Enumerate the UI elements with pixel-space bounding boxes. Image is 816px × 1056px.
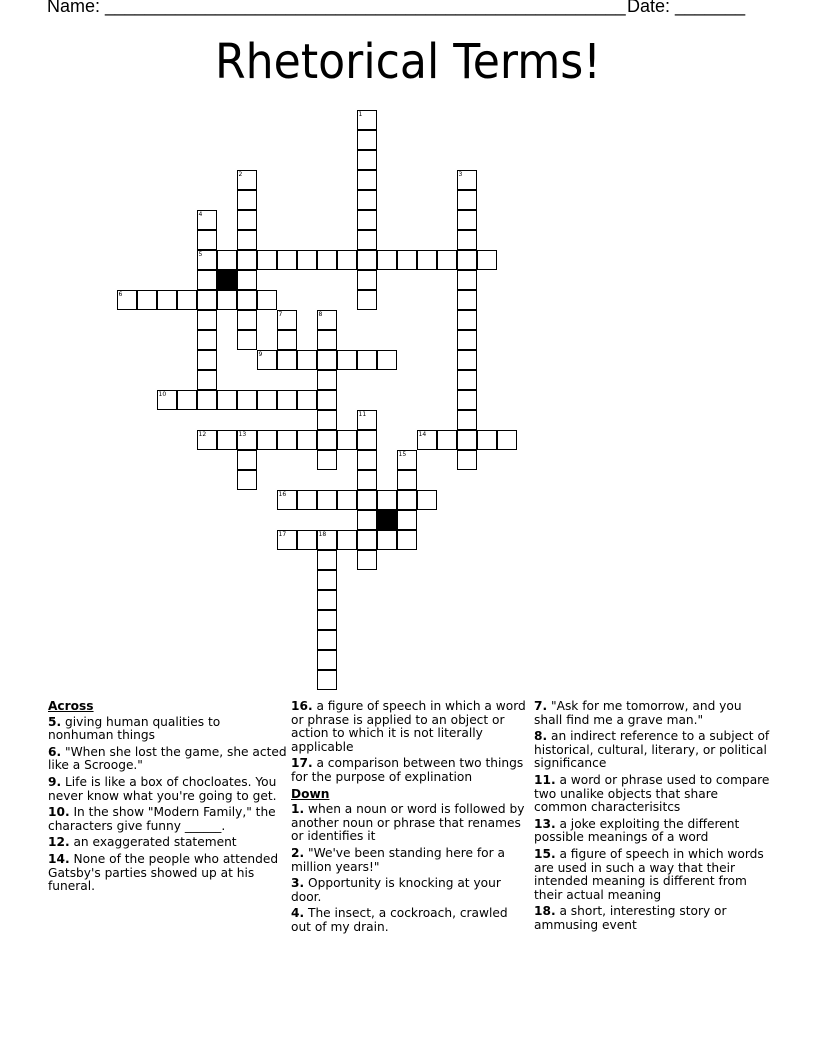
clue-text: Opportunity is knocking at your door. <box>291 876 501 904</box>
clue-text: None of the people who attended Gatsby's parties showed up at his funeral. <box>48 851 279 894</box>
across-heading: Across <box>48 699 94 713</box>
grid-cell[interactable] <box>397 250 417 270</box>
grid-cell[interactable] <box>177 290 197 310</box>
header-line <box>47 0 746 17</box>
clue-number: 14. <box>48 851 70 866</box>
clue-number-label: 16 <box>278 490 287 498</box>
down-heading: Down <box>291 786 330 801</box>
grid-cell[interactable] <box>317 310 337 330</box>
clue-text: an exaggerated statement <box>69 835 237 850</box>
grid-cell[interactable] <box>277 530 297 550</box>
grid-cell[interactable] <box>317 630 337 650</box>
grid-cell[interactable] <box>357 250 377 270</box>
grid-cell[interactable] <box>117 290 137 310</box>
grid-cell[interactable] <box>457 190 477 210</box>
grid-cell[interactable] <box>317 490 337 510</box>
clue-across <box>48 853 288 894</box>
grid-cell[interactable] <box>277 490 297 510</box>
clue-text: "Ask for me tomorrow, and you shall find me a grave man." <box>534 699 742 727</box>
black-square <box>377 510 397 530</box>
grid-cell[interactable] <box>237 250 257 270</box>
grid-cell[interactable] <box>197 350 217 370</box>
grid-cell[interactable] <box>197 250 217 270</box>
clue-across <box>48 836 288 850</box>
grid-cell[interactable] <box>137 290 157 310</box>
clue-number: 13. <box>534 816 556 831</box>
grid-cell[interactable] <box>277 330 297 350</box>
grid-cell[interactable] <box>397 530 417 550</box>
grid-cell[interactable] <box>197 210 217 230</box>
grid-cell[interactable] <box>317 410 337 430</box>
grid-cell[interactable] <box>237 270 257 290</box>
clue-down <box>534 730 770 771</box>
grid-cell[interactable] <box>457 210 477 230</box>
grid-cell[interactable] <box>317 250 337 270</box>
grid-cell[interactable] <box>317 530 337 550</box>
grid-cell[interactable] <box>457 450 477 470</box>
clue-across <box>48 806 288 833</box>
grid-cell[interactable] <box>357 230 377 250</box>
grid-cell[interactable] <box>337 530 357 550</box>
grid-cell[interactable] <box>457 170 477 190</box>
grid-cell[interactable] <box>457 270 477 290</box>
clue-text: when a noun or word is followed by another noun or phrase that renames or identifies it <box>291 802 525 844</box>
clue-number-label: 2 <box>238 170 243 178</box>
grid-cell[interactable] <box>457 310 477 330</box>
grid-cell[interactable] <box>297 490 317 510</box>
grid-cell[interactable] <box>337 430 357 450</box>
clue-number: 8. <box>534 729 548 744</box>
clue-number-label: 1 <box>358 110 363 118</box>
grid-cell[interactable] <box>157 390 177 410</box>
clue-text: In the show "Modern Family," the characters give funny ______. <box>48 805 276 833</box>
clue-text: a comparison between two things for the purpose of explination <box>291 756 524 784</box>
grid-cell[interactable] <box>277 390 297 410</box>
clue-number-label: 14 <box>418 430 427 438</box>
grid-cell[interactable] <box>277 350 297 370</box>
clue-number-label: 9 <box>258 350 263 358</box>
clue-number: 10. <box>48 805 70 820</box>
clue-text: a joke exploiting the different possible meanings of a word <box>534 816 740 845</box>
grid-cell[interactable] <box>217 390 237 410</box>
grid-cell[interactable] <box>357 210 377 230</box>
grid-cell[interactable] <box>197 430 217 450</box>
grid-cell[interactable] <box>217 250 237 270</box>
grid-cell[interactable] <box>457 330 477 350</box>
grid-cell[interactable] <box>237 390 257 410</box>
grid-cell[interactable] <box>357 170 377 190</box>
grid-cell[interactable] <box>257 250 277 270</box>
clue-text: "When she lost the game, she acted like a Scrooge." <box>48 744 287 773</box>
grid-cell[interactable] <box>237 330 257 350</box>
grid-cell[interactable] <box>397 470 417 490</box>
clue-down <box>291 803 527 844</box>
grid-cell[interactable] <box>257 430 277 450</box>
grid-cell[interactable] <box>337 250 357 270</box>
grid-cell[interactable] <box>357 410 377 430</box>
grid-cell[interactable] <box>357 450 377 470</box>
grid-cell[interactable] <box>357 110 377 130</box>
grid-cell[interactable] <box>317 610 337 630</box>
clue-number-label: 13 <box>238 430 247 438</box>
grid-cell[interactable] <box>297 350 317 370</box>
clue-number: 1. <box>291 802 305 817</box>
grid-cell[interactable] <box>257 290 277 310</box>
clue-number: 12. <box>48 835 70 850</box>
grid-cell[interactable] <box>157 290 177 310</box>
grid-cell[interactable] <box>357 130 377 150</box>
grid-cell[interactable] <box>377 530 397 550</box>
grid-cell[interactable] <box>317 590 337 610</box>
grid-cell[interactable] <box>377 490 397 510</box>
grid-cell[interactable] <box>297 530 317 550</box>
grid-cell[interactable] <box>357 470 377 490</box>
clue-text: a word or phrase used to compare two unalike objects that share common characterisitcs <box>534 772 770 815</box>
clues-column-3 <box>534 700 770 936</box>
grid-cell[interactable] <box>237 170 257 190</box>
clue-across <box>48 716 288 743</box>
clue-number-label: 7 <box>278 310 283 318</box>
grid-cell[interactable] <box>437 250 457 270</box>
grid-cell[interactable] <box>237 290 257 310</box>
grid-cell[interactable] <box>357 150 377 170</box>
grid-cell[interactable] <box>457 410 477 430</box>
page-title: Rhetorical Terms! <box>215 34 601 90</box>
grid-cell[interactable] <box>277 250 297 270</box>
grid-cell[interactable] <box>357 510 377 530</box>
grid-cell[interactable] <box>357 190 377 210</box>
grid-cell[interactable] <box>217 430 237 450</box>
clue-number-label: 10 <box>158 390 167 398</box>
clue-number: 7. <box>534 699 548 713</box>
grid-cell[interactable] <box>197 310 217 330</box>
grid-cell[interactable] <box>497 430 517 450</box>
grid-cell[interactable] <box>317 390 337 410</box>
grid-cell[interactable] <box>457 230 477 250</box>
clue-across <box>48 746 288 773</box>
clues-column-1 <box>48 700 288 897</box>
clues-column-2 <box>291 700 527 938</box>
grid-cell[interactable] <box>317 350 337 370</box>
grid-cell[interactable] <box>357 430 377 450</box>
grid-cell[interactable] <box>197 230 217 250</box>
clue-text: an indirect reference to a subject of historical, cultural, literary, or political significance <box>534 729 770 771</box>
clue-across <box>48 776 288 803</box>
clue-number-label: 17 <box>278 530 287 538</box>
grid-cell[interactable] <box>477 430 497 450</box>
grid-cell[interactable] <box>317 670 337 690</box>
grid-cell[interactable] <box>377 350 397 370</box>
grid-cell[interactable] <box>317 430 337 450</box>
grid-cell[interactable] <box>177 390 197 410</box>
grid-cell[interactable] <box>437 430 457 450</box>
clue-number-label: 4 <box>198 210 203 218</box>
grid-cell[interactable] <box>457 390 477 410</box>
clue-number-label: 6 <box>118 290 123 298</box>
clue-text: "We've been standing here for a million years!" <box>291 845 505 874</box>
clue-text: Life is like a box of chocloates. You never know what you're going to get. <box>48 774 277 803</box>
clue-text: a figure of speech in which a word or phrase is applied to an object or action to which it is not literally applicable <box>291 699 526 754</box>
clue-text: a short, interesting story or ammusing event <box>534 904 727 932</box>
clue-number: 18. <box>534 904 556 919</box>
grid-cell[interactable] <box>277 310 297 330</box>
grid-cell[interactable] <box>237 450 257 470</box>
grid-cell[interactable] <box>337 490 357 510</box>
grid-cell[interactable] <box>297 250 317 270</box>
clue-text: The insect, a cockroach, crawled out of my drain. <box>291 906 508 934</box>
grid-cell[interactable] <box>357 350 377 370</box>
clue-number: 15. <box>534 846 556 861</box>
clue-number-label: 18 <box>318 530 327 538</box>
grid-cell[interactable] <box>457 350 477 370</box>
grid-cell[interactable] <box>237 230 257 250</box>
grid-cell[interactable] <box>317 550 337 570</box>
grid-cell[interactable] <box>457 250 477 270</box>
clue-text: a figure of speech in which words are used in such a way that their intended meaning is different from their actual meaning <box>534 846 764 902</box>
grid-cell[interactable] <box>357 550 377 570</box>
grid-cell[interactable] <box>317 330 337 350</box>
grid-cell[interactable] <box>417 430 437 450</box>
grid-cell[interactable] <box>237 210 257 230</box>
clue-number-label: 3 <box>458 170 463 178</box>
clue-number-label: 8 <box>318 310 323 318</box>
grid-cell[interactable] <box>197 290 217 310</box>
clue-number: 11. <box>534 772 556 787</box>
clue-down <box>291 847 527 874</box>
clue-number: 9. <box>48 774 62 789</box>
grid-cell[interactable] <box>197 330 217 350</box>
clue-number: 16. <box>291 699 313 713</box>
clue-number: 17. <box>291 756 313 771</box>
clue-down <box>291 877 527 904</box>
clue-number-label: 11 <box>358 410 367 418</box>
clue-down <box>534 700 770 727</box>
grid-cell[interactable] <box>237 430 257 450</box>
clue-number: 3. <box>291 876 305 891</box>
grid-cell[interactable] <box>297 390 317 410</box>
clue-number: 6. <box>48 744 62 759</box>
clue-number: 5. <box>48 714 62 729</box>
grid-cell[interactable] <box>377 250 397 270</box>
black-square <box>217 270 237 290</box>
grid-cell[interactable] <box>277 430 297 450</box>
grid-cell[interactable] <box>397 490 417 510</box>
crossword-grid <box>117 110 537 690</box>
grid-cell[interactable] <box>457 290 477 310</box>
clue-down <box>534 905 770 932</box>
grid-cell[interactable] <box>337 350 357 370</box>
grid-cell[interactable] <box>357 290 377 310</box>
clue-number: 2. <box>291 845 305 860</box>
clue-across <box>291 757 527 784</box>
grid-cell[interactable] <box>237 190 257 210</box>
clue-number-label: 15 <box>398 450 407 458</box>
grid-cell[interactable] <box>357 490 377 510</box>
clue-text: giving human qualities to nonhuman things <box>48 714 221 743</box>
grid-cell[interactable] <box>237 310 257 330</box>
grid-cell[interactable] <box>237 470 257 490</box>
clue-across <box>291 700 527 754</box>
grid-cell[interactable] <box>357 270 377 290</box>
clue-number-label: 5 <box>198 250 203 258</box>
grid-cell[interactable] <box>317 370 337 390</box>
grid-cell[interactable] <box>357 530 377 550</box>
grid-cell[interactable] <box>297 430 317 450</box>
clue-down <box>534 818 770 845</box>
grid-cell[interactable] <box>317 650 337 670</box>
grid-cell[interactable] <box>197 270 217 290</box>
grid-cell[interactable] <box>477 250 497 270</box>
grid-cell[interactable] <box>257 350 277 370</box>
date-field-label: Date: _______ <box>627 0 746 16</box>
grid-cell[interactable] <box>457 370 477 390</box>
grid-cell[interactable] <box>197 390 217 410</box>
grid-cell[interactable] <box>317 450 337 470</box>
name-field-label: Name: ____________________________________________________ <box>47 0 626 16</box>
grid-cell[interactable] <box>397 510 417 530</box>
grid-cell[interactable] <box>257 390 277 410</box>
clue-number: 4. <box>291 906 305 921</box>
grid-cell[interactable] <box>417 490 437 510</box>
grid-cell[interactable] <box>417 250 437 270</box>
grid-cell[interactable] <box>397 450 417 470</box>
grid-cell[interactable] <box>457 430 477 450</box>
clue-down <box>534 848 770 902</box>
grid-cell[interactable] <box>197 370 217 390</box>
grid-cell[interactable] <box>217 290 237 310</box>
clue-number-label: 12 <box>198 430 207 438</box>
grid-cell[interactable] <box>317 570 337 590</box>
clue-down <box>291 907 527 934</box>
clue-down <box>534 774 770 815</box>
